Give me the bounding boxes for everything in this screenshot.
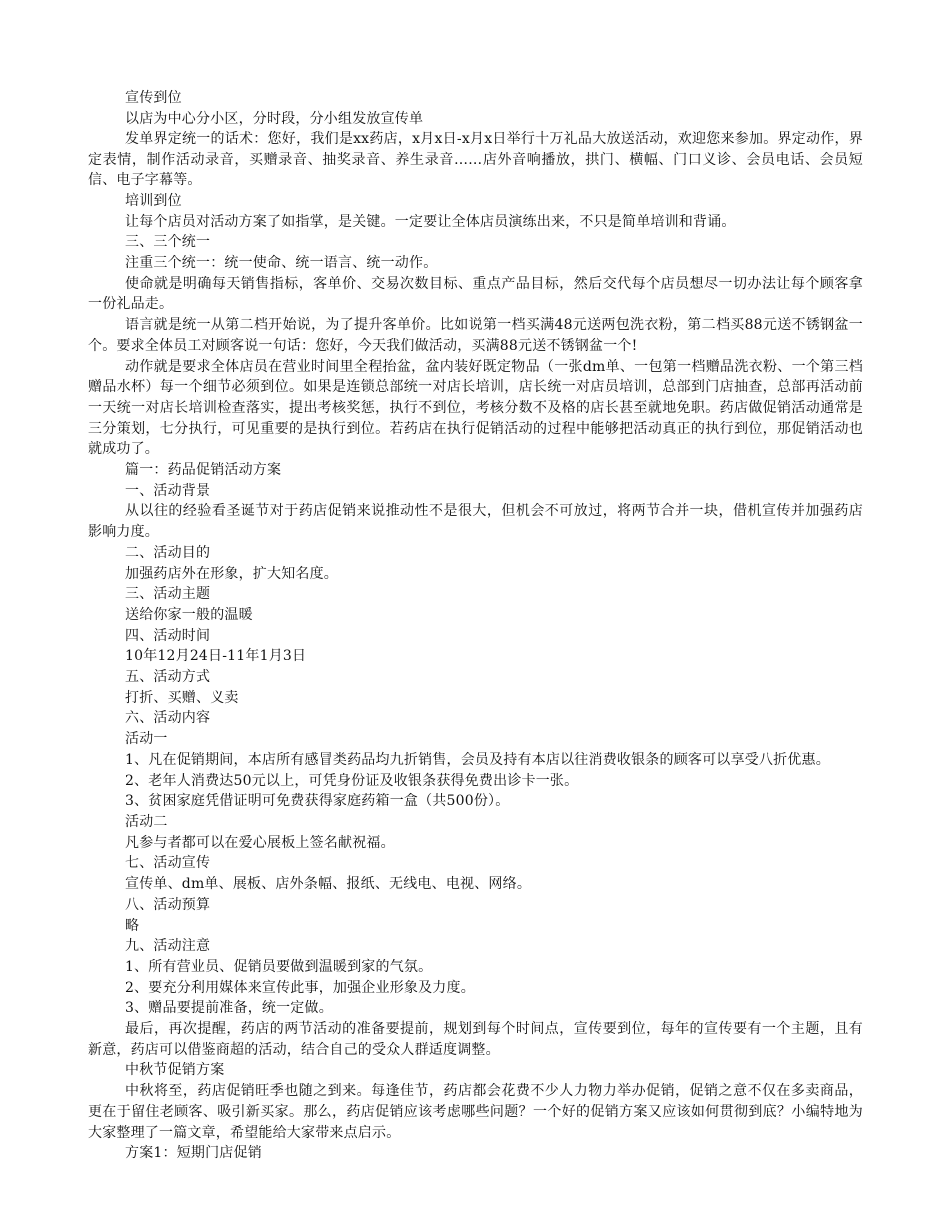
paragraph-19: 10年12月24日-11年1月3日: [125, 648, 307, 665]
paragraph-3: 发单界定统一的话术：您好，我们是xx药店，x月x日-x月x日举行十万礼品大放送活动，欢迎您来参加。界定动作，界定表情，制作活动录音，买赠录音、抽奖录音、养生录音……店外音响播放，拱门、横幅、门口义诊、会员电话、会员短信、电子字幕等。: [88, 131, 863, 189]
document-page: [88, 88, 863, 1164]
paragraph-11: 篇一：药品促销活动方案: [125, 462, 282, 479]
paragraph-22: 六、活动内容: [125, 710, 211, 727]
paragraph-18: 四、活动时间: [125, 627, 211, 644]
paragraph-37: 最后，再次提醒，药店的两节活动的准备要提前，规划到每个时间点，宣传要到位，每年的宣传要有一个主题，且有新意，药店可以借鉴商超的活动，结合自己的受众人群适度调整。: [88, 1021, 863, 1058]
paragraph-31: 八、活动预算: [125, 896, 211, 913]
paragraph-26: 3、贫困家庭凭借证明可免费获得家庭药箱一盒（共500份）。: [125, 793, 510, 810]
paragraph-20: 五、活动方式: [125, 669, 211, 686]
paragraph-5: 让每个店员对活动方案了如指掌，是关键。一定要让全体店员演练出来，不只是简单培训和背诵。: [125, 213, 736, 230]
paragraph-9: 语言就是统一从第二档开始说，为了提升客单价。比如说第一档买满48元送两包洗衣粉，第二档买88元送不锈钢盆一个。要求全体员工对顾客说一句话：您好，今天我们做活动，买满88元送不锈钢盆一个!: [88, 317, 863, 354]
paragraph-21: 打折、买赠、义卖: [125, 689, 239, 706]
paragraph-24: 1、凡在促销期间，本店所有感冒类药品均九折销售，会员及持有本店以往消费收银条的顾客可以享受八折优惠。: [125, 751, 830, 768]
paragraph-34: 1、所有营业员、促销员要做到温暖到家的气氛。: [125, 958, 433, 975]
paragraph-27: 活动二: [125, 814, 168, 830]
paragraph-10: 动作就是要求全体店员在营业时间里全程抬盆，盆内装好既定物品（一张dm单、一包第一档赠品洗衣粉、一个第三档赠品水杯）每一个细节必须到位。如果是连锁总部统一对店长培训，店长统一对店员培训，总部到门店抽查，总部再活动前一天统一对店长培训检查落实，提出考核奖惩，执行不到位，考核分数不及格的店长甚至就地免职。药店做促销活动通常是三分策划，七分执行，可见重要的是执行到位。若药店在执行促销活动的过程中能够把活动真正的执行到位，那促销活动也就成功了。: [88, 358, 863, 458]
paragraph-12: 一、活动背景: [125, 482, 211, 499]
paragraph-6: 三、三个统一: [125, 234, 211, 251]
paragraph-15: 加强药店外在形象，扩大知名度。: [125, 565, 338, 582]
paragraph-4: 培训到位: [125, 192, 182, 209]
paragraph-13: 从以往的经验看圣诞节对于药店促销来说推动性不是很大，但机会不可放过，将两节合并一块，借机宣传并加强药店影响力度。: [88, 503, 863, 541]
paragraph-33: 九、活动注意: [125, 938, 211, 955]
paragraph-35: 2、要充分利用媒体来宣传此事，加强企业形象及力度。: [125, 979, 475, 996]
paragraph-7: 注重三个统一：统一使命、统一语言、统一动作。: [125, 255, 438, 272]
paragraph-28: 凡参与者都可以在爱心展板上签名献祝福。: [125, 834, 395, 851]
paragraph-38: 中秋节促销方案: [125, 1062, 225, 1079]
paragraph-8: 使命就是明确每天销售指标，客单价、交易次数目标、重点产品目标，然后交代每个店员想尽一切办法让每个顾客拿一份礼品走。: [88, 275, 863, 313]
paragraph-40: 方案1：短期门店促销: [125, 1145, 262, 1162]
paragraph-1: 宣传到位: [125, 90, 182, 106]
paragraph-14: 二、活动目的: [125, 544, 211, 561]
paragraph-30: 宣传单、dm单、展板、店外条幅、报纸、无线电、电视、网络。: [125, 876, 532, 893]
paragraph-39: 中秋将至，药店促销旺季也随之到来。每逢佳节，药店都会花费不少人力物力举办促销，促销之意不仅在多卖商品，更在于留住老顾客、吸引新买家。那么，药店促销应该考虑哪些问题？一个好的促销方案又应该如何贯彻到底？小编特地为大家整理了一篇文章，希望能给大家带来点启示。: [88, 1083, 863, 1141]
paragraph-2: 以店为中心分小区，分时段，分小组发放宣传单: [125, 110, 424, 127]
paragraph-32: 略: [125, 917, 140, 934]
paragraph-23: 活动一: [125, 731, 168, 748]
paragraph-16: 三、活动主题: [125, 586, 211, 603]
paragraph-25: 2、老年人消费达50元以上，可凭身份证及收银条获得免费出诊卡一张。: [125, 772, 579, 789]
paragraph-29: 七、活动宣传: [125, 855, 211, 872]
paragraph-17: 送给你家一般的温暖: [125, 606, 253, 623]
paragraph-36: 3、赠品要提前准备，统一定做。: [125, 1000, 333, 1017]
